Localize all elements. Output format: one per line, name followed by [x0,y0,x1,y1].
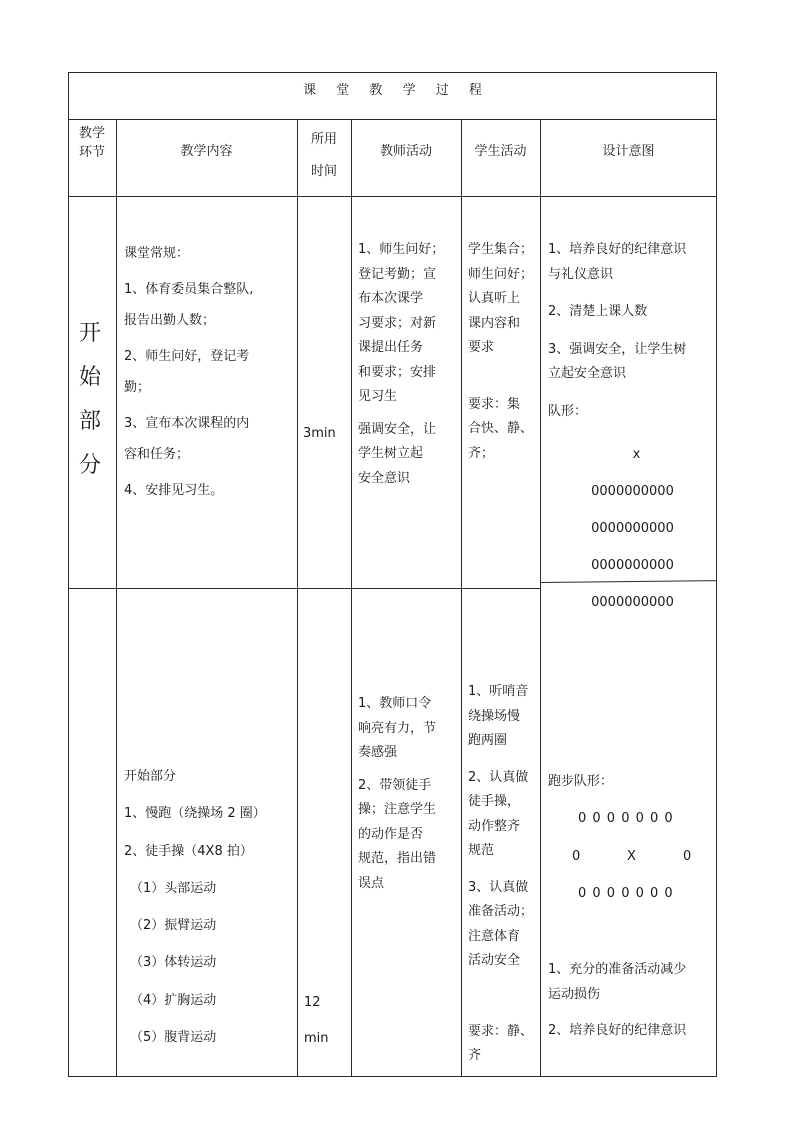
row2-teacher [358,692,436,896]
student-line: 要求：集 [468,396,521,412]
row2-student [468,680,533,1069]
title-char: 教 [369,83,383,98]
design-line: 1、培养良好的纪律意识 [548,242,687,257]
table-border-top [68,72,717,73]
design-line: 立起安全意识 [548,366,627,381]
stage-char: 始 [78,365,101,390]
teacher-line: 规范，指出错 [358,851,437,866]
formation-teacher-x: X [627,849,636,864]
student-line: 要求：静、 [468,1023,534,1039]
table-border-bottom [68,1076,717,1077]
col-divider-4 [461,119,462,1077]
formation-line: 0000000000 [591,484,674,499]
content-line: 1、体育委员集合整队, [124,282,254,297]
title-char: 程 [468,83,482,98]
content-line: （2）振臂运动 [130,918,217,934]
title-char: 堂 [336,83,350,98]
table-title [68,82,717,100]
row2-run-label: 跑步队形： [548,774,614,789]
formation-line: 0000000000 [591,558,674,573]
student-line: 动作整齐 [468,818,521,834]
teacher-line: 1、教师口令 [358,696,432,711]
row1-design [548,238,686,424]
student-line: 准备活动； [468,904,534,919]
student-line: 注意体育 [468,928,521,944]
row1-teacher [358,238,444,491]
row2-time [304,985,329,1057]
student-line: 课内容和 [468,315,521,331]
student-line: 跑两圈 [468,733,508,748]
header-student: 学生活动 [474,144,527,159]
teacher-line: 操；注意学生 [358,802,437,817]
teacher-line: 见习生 [358,389,398,404]
student-line: 绕操场慢 [468,708,521,724]
student-line: 师生问好； [468,266,534,282]
student-line: 认真听上 [468,291,521,306]
header-row-divider [68,196,717,197]
teacher-line: 学生树立起 [358,446,424,461]
teacher-line: 登记考勤；宣 [358,266,437,282]
student-line: 规范 [468,843,495,858]
student-line: 齐 [468,1048,482,1063]
header-time-line: 所用 [310,132,337,147]
teacher-line: 奏感强 [358,745,398,760]
design-line: 1、充分的准备活动减少 [548,962,687,977]
teacher-line: 误点 [358,875,385,891]
formation-row-top: 0 0 0 0 0 0 0 [578,811,674,826]
time-line: 12 [304,995,321,1010]
col-divider-3 [351,119,352,1077]
student-line: 要求 [468,340,495,355]
formation-side-left: 0 [572,849,581,864]
header-stage [68,124,116,162]
teacher-line: 的动作是否 [358,826,424,842]
col-divider-5 [540,119,541,1077]
header-teacher: 教师活动 [379,144,432,159]
content-line: 报告出勤人数； [124,313,216,328]
design-line: 队形： [548,403,588,419]
row1-formation [560,436,705,621]
teacher-line: 安全意识 [358,470,411,486]
row2-design-notes [548,958,686,1044]
student-line: 活动安全 [468,953,521,968]
header-stage-line: 环节 [78,145,105,160]
formation-line: 0000000000 [591,521,674,536]
content-line: 2、徒手操（4X8 拍） [124,843,253,859]
teacher-line: 强调安全，让 [358,421,437,437]
table-border-right [716,72,717,1077]
content-line: 容和任务； [124,447,190,462]
student-line: 合快、静、 [468,421,534,436]
student-line: 徒手操， [468,794,521,809]
student-line: 学生集合； [468,242,534,257]
col-divider-1 [116,119,117,1077]
header-time [297,124,351,188]
student-line: 1、听哨音 [468,684,529,699]
student-line: 齐； [468,445,495,461]
stage-char: 部 [78,409,101,434]
formation-line: 0000000000 [591,595,674,610]
header-stage-line: 教学 [78,126,105,141]
row2-content [124,758,266,1056]
content-line: 4、安排见习生。 [124,483,224,498]
content-line: 开始部分 [124,769,177,784]
teacher-line: 响亮有力，节 [358,720,437,736]
content-line: （1）头部运动 [130,880,217,896]
time-line: min [304,1031,329,1046]
formation-side-right: 0 [683,849,692,864]
row1-time: 3min [303,426,336,441]
table-border-left [68,72,69,1077]
content-line: 课堂常规： [124,246,190,261]
formation-row-bottom: 0 0 0 0 0 0 0 [578,886,674,901]
header-content: 教学内容 [180,144,233,159]
header-time-line: 时间 [310,164,337,179]
row1-divider-left [68,588,540,589]
content-line: 2、师生问好，登记考 [124,349,250,364]
formation-line: x [632,447,641,462]
content-line: （4）扩胸运动 [130,992,217,1008]
title-char: 课 [303,83,317,98]
row1-stage [70,312,110,488]
design-line: 与礼仪意识 [548,266,614,282]
design-line: 2、培养良好的纪律意识 [548,1023,687,1038]
teacher-line: 2、带领徒手 [358,777,432,793]
title-row-divider [68,119,717,120]
stage-char: 分 [78,453,101,478]
content-line: 3、宣布本次课程的内 [124,416,250,431]
title-char: 过 [435,83,449,98]
row1-student [468,238,533,466]
teacher-line: 1、师生问好； [358,242,445,257]
content-line: （3）体转运动 [130,955,217,971]
row1-content [124,238,253,506]
stage-char: 开 [78,321,101,346]
design-line: 3、强调安全，让学生树 [548,341,687,357]
title-char: 学 [402,83,416,98]
design-line: 2、清楚上课人数 [548,304,648,319]
col-divider-2 [297,119,298,1077]
teacher-line: 习要求；对新 [358,315,437,331]
student-line: 2、认真做 [468,769,529,785]
header-design: 设计意图 [602,144,655,159]
teacher-line: 课提出任务 [358,340,424,355]
content-line: （5）腹背运动 [130,1030,217,1046]
student-line: 3、认真做 [468,879,529,895]
content-line: 1、慢跑（绕操场 2 圈） [124,806,266,822]
teacher-line: 和要求；安排 [358,364,437,380]
content-line: 勤； [124,380,151,395]
design-line: 运动损伤 [548,986,601,1002]
teacher-line: 布本次课学 [358,291,424,306]
